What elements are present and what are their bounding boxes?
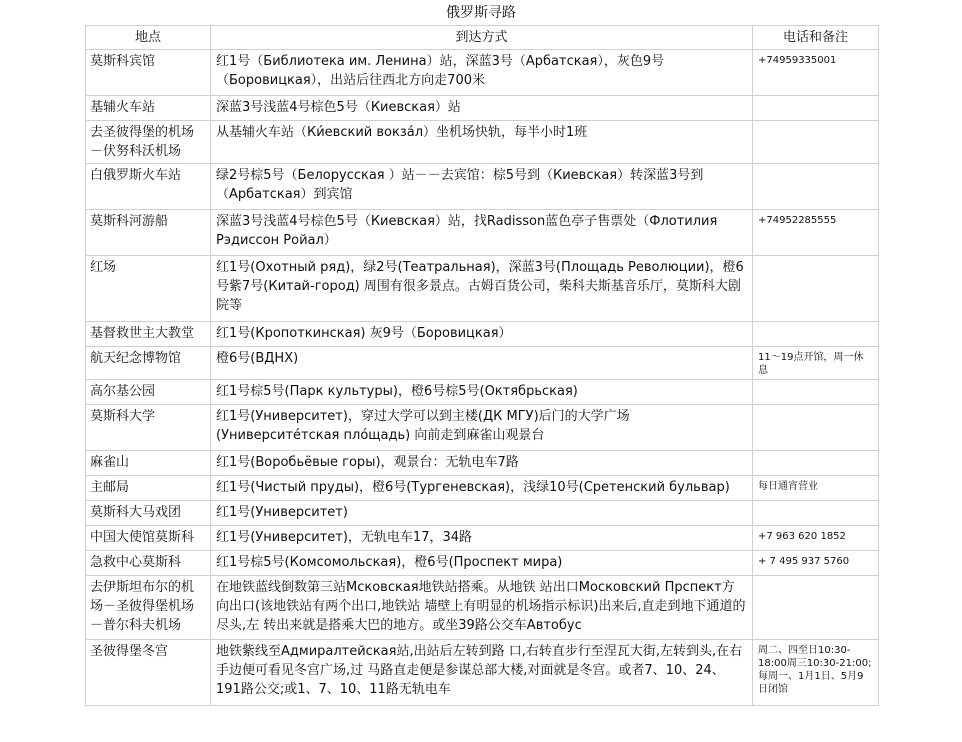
place-cell: 航天纪念博物馆 [86, 347, 211, 380]
table-row [86, 405, 879, 451]
place-cell: 急救中心莫斯科 [86, 551, 211, 576]
note-cell [753, 322, 879, 347]
route-cell: 红1号(Воробьёвые горы)，观景台：无轨电车7路 [211, 451, 753, 476]
note-cell: 周二、四至日10:30-18:00周三10:30-21:00;每周一、1月1日、5月9日闭馆 [753, 640, 879, 706]
note-cell [753, 164, 879, 210]
note-cell [753, 256, 879, 322]
place-cell: 中国大使馆莫斯科 [86, 526, 211, 551]
route-cell: 红1号(Университет)，无轨电车17，34路 [211, 526, 753, 551]
table-row [86, 501, 879, 526]
place-cell: 白俄罗斯火车站 [86, 164, 211, 210]
note-cell: 每日通宵营业 [753, 476, 879, 501]
route-cell: 地铁紫线至Адмиралтейская站,出站后左转到路 口,右转直步行至涅瓦大街,左转到头,在右手边便可看见冬宫广场,过 马路直走便是参谋总部大楼,对面就是冬宫。或者7、10、24、191路公交;或1、7、10、11路无轨电车 [211, 640, 753, 706]
place-cell: 莫斯科大马戏团 [86, 501, 211, 526]
table-row [86, 121, 879, 164]
place-cell: 去圣彼得堡的机场－伏努科沃机场 [86, 121, 211, 164]
place-cell: 红场 [86, 256, 211, 322]
table-row [86, 526, 879, 551]
place-cell: 莫斯科宾馆 [86, 50, 211, 96]
place-cell: 基辅火车站 [86, 96, 211, 121]
note-cell: + 7 495 937 5760 [753, 551, 879, 576]
route-cell: 红1号(Охотный ряд)，绿2号(Театральная)，深蓝3号(Площадь Революции)，橙6号紫7号(Китай-город) 周围有很多景点。古姆百货公司，柴科夫斯基音乐厅，莫斯科大剧院等 [211, 256, 753, 322]
route-cell: 红1号(Кропоткинская) 灰9号（Боровицкая） [211, 322, 753, 347]
place-cell: 麻雀山 [86, 451, 211, 476]
header-row [86, 26, 879, 50]
table-row [86, 640, 879, 706]
table-row [86, 347, 879, 380]
place-cell: 去伊斯坦布尔的机场－圣彼得堡机场－普尔科夫机场 [86, 576, 211, 640]
route-cell: 深蓝3号浅蓝4号棕色5号（Киевская）站，找Radisson蓝色亭子售票处（Флотилия Рэдиссон Ройал） [211, 210, 753, 256]
table-row [86, 576, 879, 640]
note-cell [753, 405, 879, 451]
place-cell: 主邮局 [86, 476, 211, 501]
place-cell: 莫斯科河游船 [86, 210, 211, 256]
header-place: 地点 [86, 26, 211, 50]
table-row [86, 476, 879, 501]
note-cell [753, 96, 879, 121]
table-row [86, 164, 879, 210]
table-row [86, 380, 879, 405]
route-cell: 在地铁蓝线倒数第三站Мсковская地铁站搭乘。从地铁 站出口Московский Прспект方向出口(该地铁站有两个出口,地铁站 墙壁上有明显的机场指示标识)出来后,直走到地下通道的尽头,左 转出来就是搭乘大巴的地方。或坐39路公交车Автобус [211, 576, 753, 640]
route-cell: 红1号(Университет)，穿过大学可以到主楼(ДК МГУ)后门的大学广场(Университе́тская пло́щадь) 向前走到麻雀山观景台 [211, 405, 753, 451]
table-row [86, 50, 879, 96]
note-cell [753, 380, 879, 405]
route-cell: 红1号棕5号(Комсомольская)，橙6号(Проспект мира) [211, 551, 753, 576]
header-note: 电话和备注 [753, 26, 879, 50]
directions-table [85, 25, 879, 706]
table-row [86, 210, 879, 256]
route-cell: 红1号（Библиотека им. Ленина）站，深蓝3号（Арбатская），灰色9号（Боровицкая），出站后往西北方向走700米 [211, 50, 753, 96]
table-body [86, 50, 879, 706]
route-cell: 橙6号(ВДНХ) [211, 347, 753, 380]
route-cell: 红1号(Чистый пруды)，橙6号(Тургеневская)，浅绿10号(Сретенский бульвар) [211, 476, 753, 501]
note-cell: +7 963 620 1852 [753, 526, 879, 551]
route-cell: 深蓝3号浅蓝4号棕色5号（Киевская）站 [211, 96, 753, 121]
table-row [86, 256, 879, 322]
page-title: 俄罗斯寻路 [446, 5, 516, 21]
route-cell: 从基辅火车站（Ки́евский вокза́л）坐机场快轨，每半小时1班 [211, 121, 753, 164]
place-cell: 基督救世主大教堂 [86, 322, 211, 347]
note-cell [753, 501, 879, 526]
header-route: 到达方式 [211, 26, 753, 50]
place-cell: 莫斯科大学 [86, 405, 211, 451]
table-row [86, 96, 879, 121]
note-cell: +74952285555 [753, 210, 879, 256]
route-cell: 红1号棕5号(Парк культуры)，橙6号棕5号(Октябрьская) [211, 380, 753, 405]
table-row [86, 451, 879, 476]
route-cell: 红1号(Университет) [211, 501, 753, 526]
note-cell [753, 451, 879, 476]
place-cell: 高尔基公园 [86, 380, 211, 405]
note-cell: +74959335001 [753, 50, 879, 96]
table-row [86, 322, 879, 347]
note-cell [753, 576, 879, 640]
note-cell: 11～19点开馆，周一休息 [753, 347, 879, 380]
note-cell [753, 121, 879, 164]
route-cell: 绿2号棕5号（Белорусская ）站－－去宾馆：棕5号到（Киевская）转深蓝3号到（Арбатская）到宾馆 [211, 164, 753, 210]
place-cell: 圣彼得堡冬宫 [86, 640, 211, 706]
table-row [86, 551, 879, 576]
